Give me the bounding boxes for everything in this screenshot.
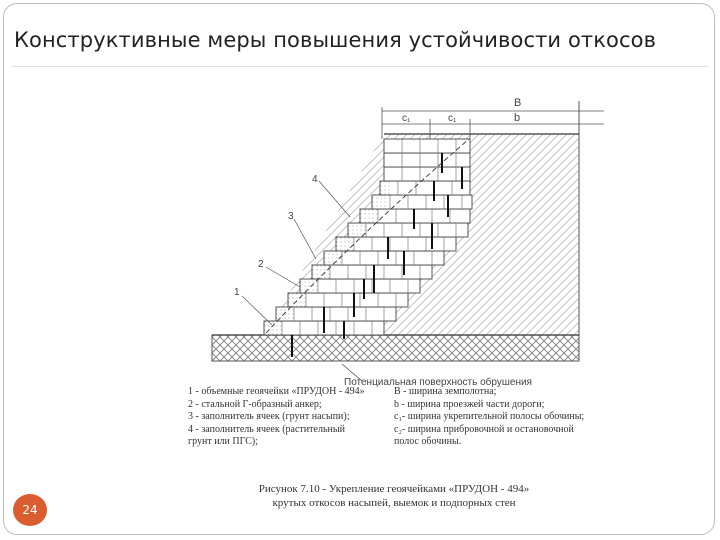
legend-right-line: полос обочины. [394, 436, 462, 447]
dim-b: b [514, 112, 521, 124]
legend-left-line: грунт или ПГС); [188, 436, 259, 447]
callout-4: 4 [312, 174, 318, 185]
legend-right [394, 386, 614, 449]
legend-left [188, 386, 388, 449]
title-divider [12, 66, 708, 67]
legend-right-line: c₁- ширина укрепительной полосы обочины; [394, 411, 585, 422]
callout-2: 2 [258, 259, 264, 270]
legend-left-line: 1 - объемные геоячейки «ПРУДОН - 494» [188, 386, 365, 397]
legend-right-line: B - ширина земполотна; [394, 386, 497, 397]
legend-right-line: b - ширина проезжей части дороги; [394, 398, 545, 410]
caption-line: Рисунок 7.10 - Укрепление геоячейками «ПРУДОН - 494» [258, 483, 530, 495]
legend-left-line: 3 - заполнитель ячеек (грунт насыпи); [188, 411, 350, 422]
page-number-badge: 24 [13, 494, 47, 526]
slide-title: Конструктивные меры повышения устойчивости откосов [14, 28, 657, 52]
dim-c1: c₁ [402, 113, 411, 124]
caption-line: крутых откосов насыпей, выемок и подпорных стен [272, 497, 516, 509]
failure-surface-label: Потенциальная поверхность обрушения [344, 377, 532, 388]
legend-left-line: 4 - заполнитель ячеек (растительный [188, 423, 345, 435]
callout-1: 1 [234, 287, 240, 298]
dim-c2: c₁ [448, 113, 457, 124]
callout-3: 3 [288, 211, 294, 222]
legend-right-line: c₂- ширина прибровочной и остановочной [394, 423, 574, 435]
legend-left-line: 2 - стальной Г-образный анкер; [188, 398, 322, 410]
figure-caption [219, 482, 569, 510]
slide [3, 3, 715, 535]
slope-reinforcement-diagram [204, 89, 624, 389]
ground-base [212, 335, 579, 361]
dim-B: B [514, 97, 522, 109]
